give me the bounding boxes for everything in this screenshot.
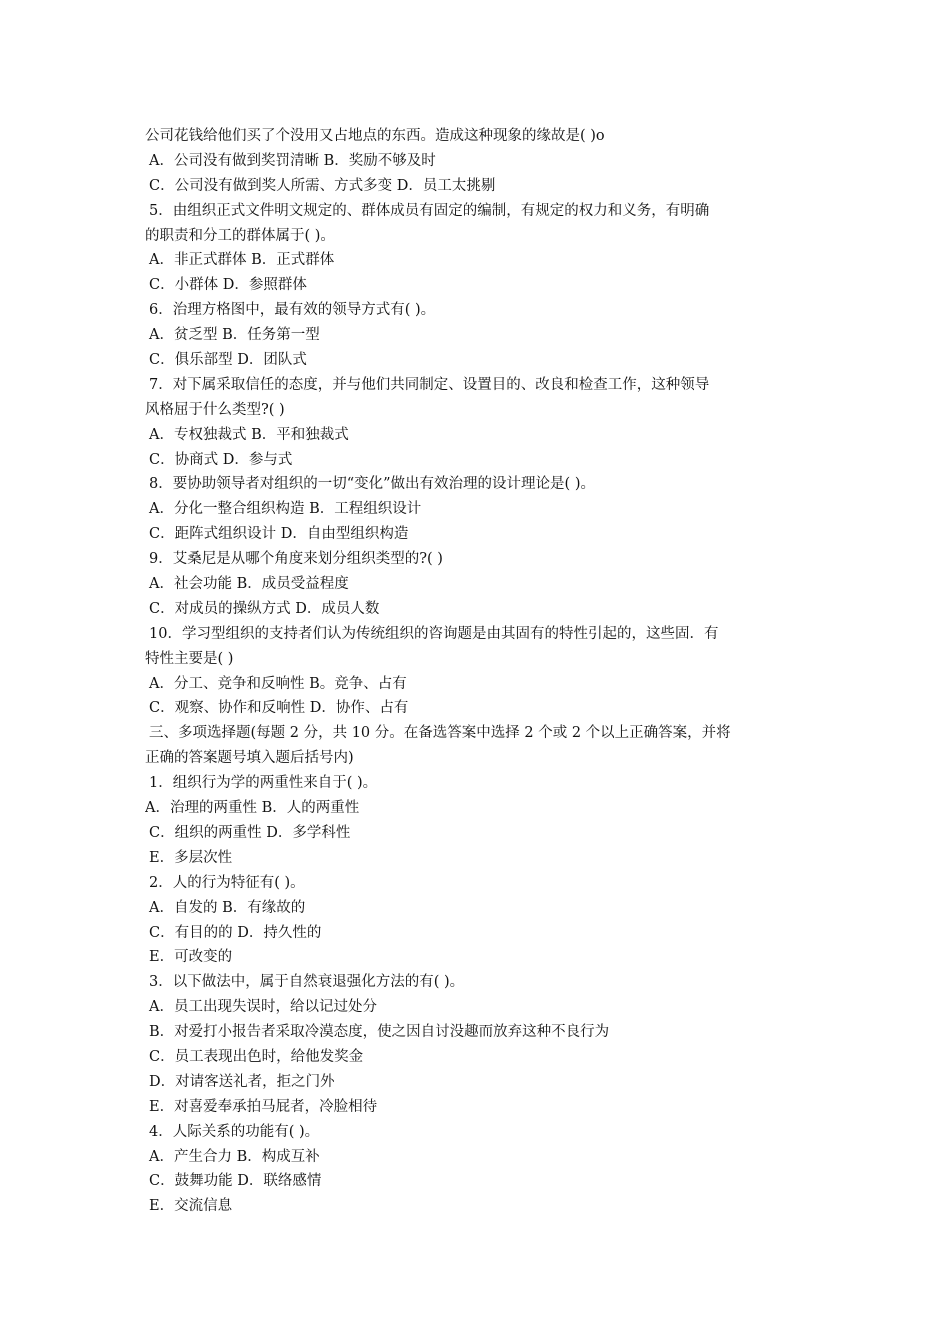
text-line: C．距阵式组织设计 D．自由型组织构造	[149, 526, 409, 543]
text-line: C．员工表现出色时，给他发奖金	[149, 1048, 364, 1065]
text-line: A．治理的两重性 B．人的两重性	[145, 800, 360, 817]
text-line: A．贫乏型 B．任务第一型	[149, 327, 320, 344]
text-line: A．分化一整合组织构造 B．工程组织设计	[149, 501, 422, 518]
text-line: E．可改变的	[149, 949, 233, 966]
text-line: C．组织的两重性 D．多学科性	[149, 824, 351, 841]
text-line: 特性主要是( )	[145, 650, 234, 667]
text-line: 1．组织行为学的两重性来自于( )。	[149, 775, 378, 792]
text-line: 公司花钱给他们买了个没用又占地点的东西。造成这种现象的缘故是( )o	[145, 128, 605, 144]
text-line: 7．对下属采取信任的态度，并与他们共同制定、设置目的、改良和检查工作，这种领导	[149, 376, 710, 393]
text-line: C．小群体 D．参照群体	[149, 277, 307, 294]
document-page	[145, 124, 810, 1219]
text-line: C．协商式 D．参与式	[149, 451, 293, 468]
text-line: A．产生合力 B．构成互补	[149, 1148, 320, 1165]
text-line: 5．由组织正式文件明文规定的、群体成员有固定的编制，有规定的权力和义务，有明确	[149, 202, 710, 219]
text-line: 正确的答案题号填入题后括号内)	[145, 750, 354, 767]
text-line: C．有目的的 D．持久性的	[149, 924, 322, 941]
text-line: 4．人际关系的功能有( )。	[149, 1123, 320, 1140]
text-line: A．员工出现失误时，给以记过处分	[149, 999, 377, 1016]
text-line: C．公司没有做到奖人所需、方式多变 D．员工太挑剔	[149, 177, 496, 194]
text-line: 3．以下做法中，属于自然衰退强化方法的有( )。	[149, 974, 465, 991]
text-line: B．对爱打小报告者采取冷漠态度，使之因自讨没趣而放弃这种不良行为	[149, 1024, 610, 1041]
text-line: E．多层次性	[149, 849, 233, 866]
text-line: C．鼓舞功能 D．联络感情	[149, 1173, 322, 1190]
text-line: 8．要协助领导者对组织的一切“变化”做出有效治理的设计理论是( )。	[149, 476, 595, 493]
text-line: A．自发的 B．有缘故的	[149, 899, 306, 916]
text-line: A．专权独裁式 B．平和独裁式	[149, 426, 349, 443]
text-line: A．非正式群体 B．正式群体	[149, 252, 335, 269]
text-line: A．公司没有做到奖罚清晰 B．奖励不够及时	[149, 152, 436, 169]
text-line: C．对成员的操纵方式 D．成员人数	[149, 600, 380, 617]
text-line: A．社会功能 B．成员受益程度	[149, 576, 349, 593]
text-line: E．对喜爱奉承拍马屁者，冷脸相待	[149, 1098, 378, 1115]
text-line: 三、多项选择题(每题 2 分，共 10 分。在备选答案中选择 2 个或 2 个以上正确答案，并将	[149, 725, 731, 742]
text-line: 风格屈于什么类型?( )	[145, 401, 285, 418]
text-line: 的职责和分工的群体属于( )。	[145, 227, 335, 244]
text-line: A．分工、竞争和反响性 B。竞争、占有	[149, 675, 407, 692]
text-line: 10．学习型组织的支持者们认为传统组织的咨询题是由其固有的特性引起的，这些固．有	[149, 625, 719, 642]
text-line: 9．艾桑尼是从哪个角度来划分组织类型的?( )	[149, 551, 443, 568]
text-line: C．观察、协作和反响性 D．协作、占有	[149, 700, 409, 717]
text-line: 2．人的行为特征有( )。	[149, 874, 305, 891]
text-line: C．俱乐部型 D．团队式	[149, 352, 307, 369]
text-line: D．对请客送礼者，拒之门外	[149, 1073, 335, 1090]
text-line: E．交流信息	[149, 1198, 233, 1215]
text-line: 6．治理方格图中，最有效的领导方式有( )。	[149, 302, 436, 319]
